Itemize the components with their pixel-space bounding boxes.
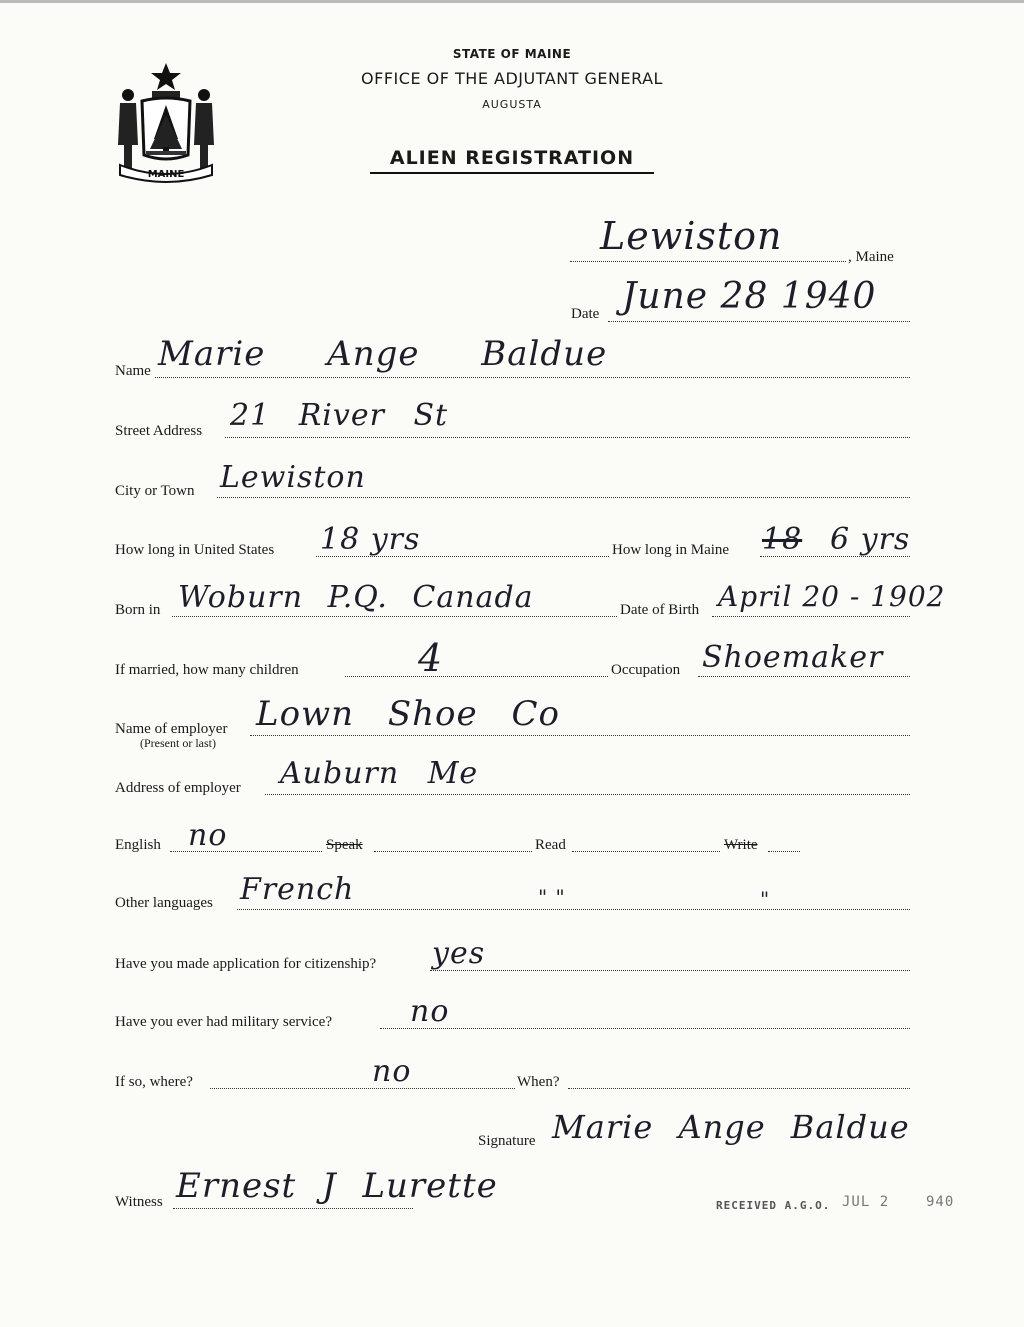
header-office: OFFICE OF THE ADJUTANT GENERAL	[361, 69, 663, 88]
city-line	[217, 497, 910, 498]
employer-value[interactable]: Lown Shoe Co	[256, 694, 560, 734]
town-value[interactable]: Lewiston	[600, 214, 783, 258]
received-stamp-month: JUL 2	[842, 1194, 890, 1210]
form-title: ALIEN REGISTRATION	[370, 147, 654, 174]
english-label: English	[115, 837, 161, 853]
received-stamp: RECEIVED A.G.O.	[716, 1199, 831, 1212]
signature-value[interactable]: Marie Ange Baldue	[552, 1108, 910, 1146]
employer-address-value[interactable]: Auburn Me	[280, 756, 479, 791]
employer-address-line	[265, 794, 910, 795]
other-languages-read: " "	[538, 885, 566, 909]
occupation-value[interactable]: Shoemaker	[702, 640, 884, 675]
date-label: Date	[571, 306, 600, 322]
write-line	[768, 851, 800, 852]
dob-label: Date of Birth	[620, 602, 700, 618]
other-languages-label: Other languages	[115, 895, 213, 911]
children-line	[345, 676, 608, 677]
header-state: STATE OF MAINE	[452, 47, 572, 61]
town-suffix: , Maine	[848, 249, 894, 265]
occupation-label: Occupation	[611, 662, 681, 678]
citizenship-value[interactable]: yes	[432, 936, 486, 971]
military-value[interactable]: no	[410, 994, 450, 1029]
city-value[interactable]: Lewiston	[220, 460, 366, 495]
where-line	[210, 1088, 515, 1089]
when-line	[568, 1088, 910, 1089]
born-value[interactable]: Woburn P.Q. Canada	[178, 580, 534, 615]
witness-label: Witness	[115, 1194, 163, 1210]
name-line	[155, 377, 910, 378]
where-label: If so, where?	[115, 1074, 193, 1090]
name-value[interactable]: Marie Ange Baldue	[158, 334, 608, 374]
speak-line	[374, 851, 532, 852]
when-label: When?	[517, 1074, 560, 1090]
where-value[interactable]: no	[372, 1054, 412, 1089]
dob-line	[712, 616, 910, 617]
city-label: City or Town	[115, 483, 195, 499]
maine-value[interactable]: 6 yrs	[830, 522, 911, 557]
read-label: Read	[535, 837, 566, 853]
write-label: Write	[724, 837, 758, 853]
children-value[interactable]: 4	[418, 636, 444, 680]
employer-address-label: Address of employer	[115, 780, 241, 796]
date-value[interactable]: June 28 1940	[622, 276, 877, 317]
citizenship-label: Have you made application for citizenship?	[115, 956, 377, 972]
maine-label: How long in Maine	[612, 542, 730, 558]
employer-sublabel: (Present or last)	[140, 736, 216, 750]
military-line	[380, 1028, 910, 1029]
born-line	[172, 616, 617, 617]
employer-label: Name of employer	[115, 721, 228, 737]
header-city: AUGUSTA	[482, 98, 542, 111]
english-value[interactable]: no	[188, 818, 228, 853]
us-value[interactable]: 18 yrs	[320, 522, 421, 557]
name-label: Name	[115, 363, 151, 379]
signature-label: Signature	[478, 1133, 536, 1149]
citizenship-line	[430, 970, 910, 971]
street-line	[225, 437, 910, 438]
street-value[interactable]: 21 River St	[230, 398, 449, 433]
employer-line	[250, 735, 910, 736]
born-label: Born in	[115, 602, 161, 618]
witness-value[interactable]: Ernest J Lurette	[176, 1166, 498, 1206]
military-label: Have you ever had military service?	[115, 1014, 332, 1030]
other-languages-line	[237, 909, 910, 910]
other-languages-value[interactable]: French	[240, 872, 355, 907]
street-label: Street Address	[115, 423, 203, 439]
children-label: If married, how many children	[115, 662, 299, 678]
date-line	[608, 321, 910, 322]
speak-label: Speak	[326, 837, 363, 853]
witness-line	[173, 1208, 413, 1209]
dob-value[interactable]: April 20 - 1902	[718, 580, 946, 613]
other-languages-write: "	[760, 887, 771, 911]
town-line	[570, 261, 846, 262]
occupation-line	[698, 676, 910, 677]
seal-label: MAINE	[147, 169, 185, 180]
received-stamp-year: 940	[926, 1194, 955, 1210]
us-label: How long in United States	[115, 542, 275, 558]
read-line	[572, 851, 720, 852]
maine-struck-value: 18	[762, 522, 803, 557]
